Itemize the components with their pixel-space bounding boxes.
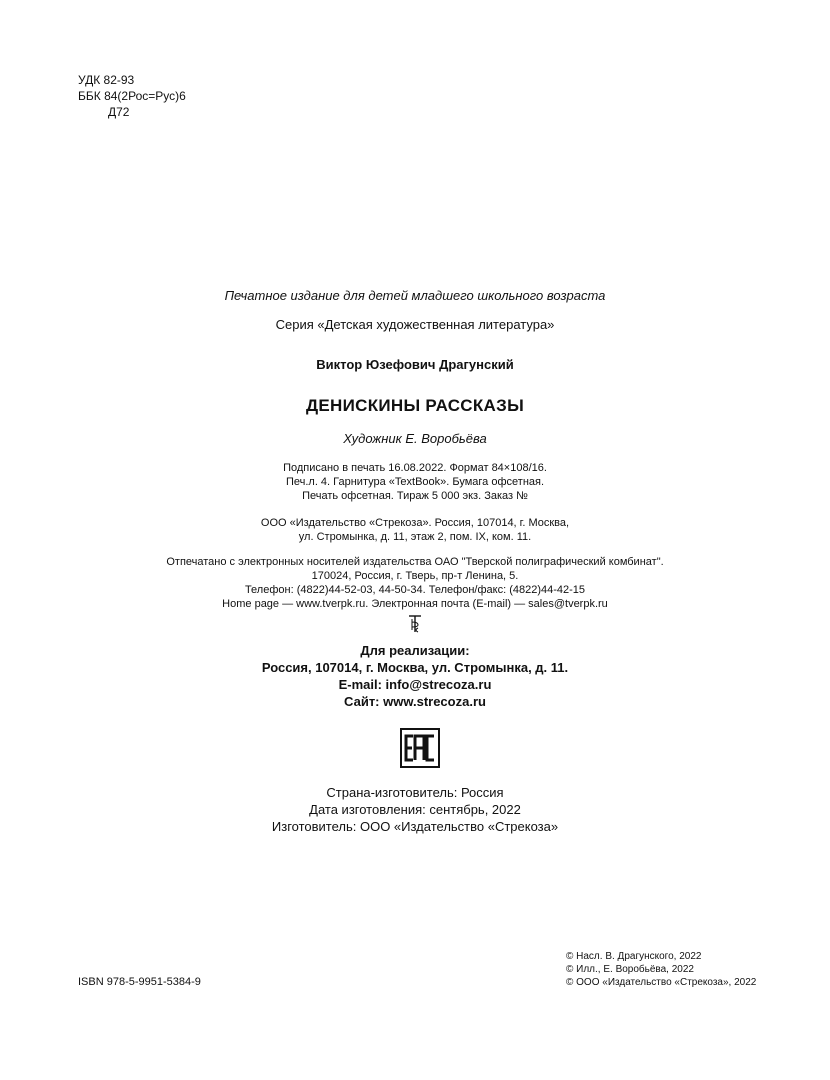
manufacturer-line: Дата изготовления: сентябрь, 2022	[309, 802, 521, 817]
udk-code: УДК 82-93	[78, 73, 135, 87]
publisher-info	[0, 516, 830, 544]
classification-codes	[78, 72, 186, 120]
publisher-line: ООО «Издательство «Стрекоза». Россия, 107014, г. Москва,	[260, 517, 570, 529]
manufacturer-info	[0, 784, 830, 835]
isbn: ISBN 978-5-9951-5384-9	[78, 976, 201, 988]
sales-info	[0, 642, 830, 710]
sales-line: Сайт: www.strecoza.ru	[344, 694, 486, 709]
sales-line: Для реализации:	[360, 643, 470, 658]
printer-line: 170024, Россия, г. Тверь, пр-т Ленина, 5.	[311, 570, 519, 582]
print-info-line: Печ.л. 4. Гарнитура «TextBook». Бумага офсетная.	[285, 476, 545, 488]
sales-line: E-mail: info@strecoza.ru	[338, 677, 492, 692]
author-name: Виктор Юзефович Драгунский	[316, 357, 514, 372]
eac-certification-icon	[400, 728, 440, 768]
print-info	[0, 461, 830, 503]
sales-line: Россия, 107014, г. Москва, ул. Стромынка, д. 11.	[261, 660, 569, 675]
manufacturer-line: Страна-изготовитель: Россия	[326, 785, 504, 800]
print-info-line: Печать офсетная. Тираж 5 000 экз. Заказ №	[302, 490, 528, 502]
copyright-block	[566, 950, 756, 989]
printer-logo-icon	[0, 614, 830, 638]
printer-line: Home page — www.tverpk.ru. Электронная почта (E-mail) — sales@tverpk.ru	[222, 598, 608, 610]
copyright-line: © Насл. В. Драгунского, 2022	[566, 951, 702, 962]
series-name: Серия «Детская художественная литература»	[275, 317, 555, 332]
printer-info	[0, 555, 830, 611]
print-info-line: Подписано в печать 16.08.2022. Формат 84×108/16.	[283, 462, 547, 474]
printer-line: Телефон: (4822)44-52-03, 44-50-34. Телефон/факс: (4822)44-42-15	[244, 584, 586, 596]
author-code: Д72	[108, 105, 130, 119]
illustrator: Художник Е. Воробьёва	[343, 431, 487, 446]
book-title: ДЕНИСКИНЫ РАССКАЗЫ	[305, 396, 525, 415]
manufacturer-line: Изготовитель: ООО «Издательство «Стрекоза»	[271, 819, 559, 834]
copyright-line: © ООО «Издательство «Стрекоза», 2022	[566, 977, 757, 988]
printer-line: Отпечатано с электронных носителей издательства ОАО "Тверской полиграфический комбинат".	[166, 556, 664, 568]
copyright-line: © Илл., Е. Воробьёва, 2022	[566, 964, 694, 975]
bbk-code: ББК 84(2Рос=Рус)6	[78, 89, 186, 103]
edition-note: Печатное издание для детей младшего школьного возраста	[224, 288, 606, 303]
publisher-line: ул. Стромынка, д. 11, этаж 2, пом. IX, ком. 11.	[298, 531, 532, 543]
